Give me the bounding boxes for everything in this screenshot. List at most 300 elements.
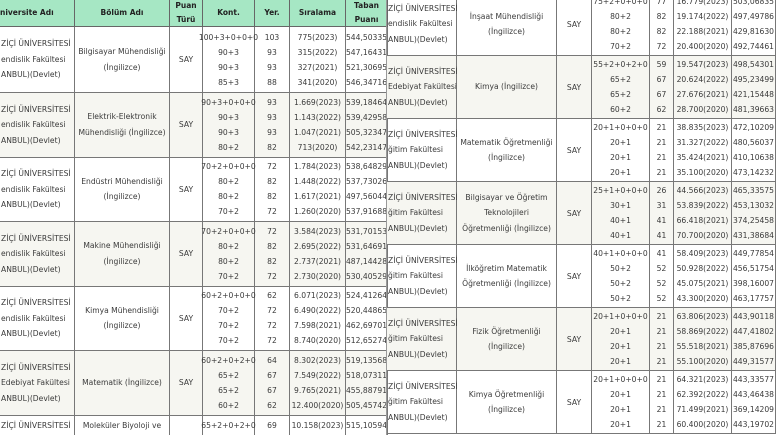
university-cell-line: ZİÇİ ÜNİVERSİTESİ bbox=[1, 104, 71, 114]
placed-cell-line: 72 bbox=[267, 226, 277, 236]
placed-cell-line: 82 bbox=[656, 12, 667, 21]
table-row[interactable] bbox=[0, 93, 388, 158]
university-cell-line: endislik Fakültesi bbox=[1, 313, 66, 323]
placed-cell-line: 77 bbox=[656, 0, 667, 6]
base-score-cell-line: 421,15448 bbox=[732, 90, 775, 99]
ranking-cell bbox=[674, 308, 732, 370]
placed-cell-line: 52 bbox=[656, 294, 667, 303]
ranking-cell bbox=[290, 351, 346, 415]
placed-cell bbox=[255, 351, 290, 415]
ranking-cell-line: 9.765(2021) bbox=[294, 385, 341, 395]
department-cell: Endüstri Mühendisliği (İngilizce) bbox=[75, 158, 170, 222]
placed-cell-line: 67 bbox=[267, 370, 277, 380]
table-row[interactable] bbox=[0, 222, 388, 287]
ranking-cell-line: 8.740(2020) bbox=[294, 336, 341, 346]
placed-cell-line: 52 bbox=[656, 264, 667, 273]
department-cell: Kimya Öğretmenliği (İngilizce) bbox=[457, 371, 557, 433]
university-cell bbox=[387, 182, 457, 244]
base-score-cell bbox=[732, 119, 776, 181]
ranking-cell bbox=[290, 222, 346, 286]
ranking-cell-line: 55.518(2021) bbox=[676, 342, 729, 351]
base-score-cell-line: 463,17757 bbox=[732, 294, 775, 303]
base-score-cell-line: 465,33575 bbox=[732, 186, 775, 195]
base-score-cell-line: 385,87696 bbox=[732, 342, 775, 351]
quota-cell-line: 70+2+0+0+0 bbox=[201, 226, 256, 236]
base-score-cell-line: 521,30695 bbox=[345, 62, 388, 72]
base-score-cell-line: 537,73026 bbox=[345, 177, 388, 187]
department-cell: Kimya (İngilizce) bbox=[457, 56, 557, 118]
ranking-cell-line: 1.669(2023) bbox=[294, 97, 341, 107]
quota-cell-line: 90+3 bbox=[218, 112, 239, 122]
quota-cell-line: 40+1+0+0+0 bbox=[593, 249, 648, 258]
base-score-cell-line: 539,18464 bbox=[345, 97, 388, 107]
quota-cell bbox=[203, 222, 255, 286]
university-cell-line: ANBUL)(Devlet) bbox=[1, 70, 61, 80]
university-cell-line: ğitim Fakültesi bbox=[388, 397, 443, 407]
ranking-cell-line: 28.700(2020) bbox=[676, 105, 729, 114]
quota-cell-line: 85+3 bbox=[218, 77, 239, 87]
university-cell-line: ANBUL)(Devlet) bbox=[388, 34, 448, 44]
table-row[interactable] bbox=[387, 119, 776, 182]
university-cell-line: endislik Fakültesi bbox=[1, 54, 66, 64]
quota-cell-line: 70+2 bbox=[218, 336, 239, 346]
ranking-cell-line: 7.549(2022) bbox=[294, 370, 341, 380]
quota-cell-line: 80+2 bbox=[218, 142, 239, 152]
ranking-cell-line: 63.806(2023) bbox=[676, 312, 729, 321]
base-score-cell-line: 398,16007 bbox=[732, 279, 775, 288]
column-header[interactable]: Yer. bbox=[255, 0, 290, 26]
base-score-cell-line: 492,74461 bbox=[732, 42, 775, 51]
university-cell-line: ANBUL)(Devlet) bbox=[1, 329, 61, 338]
placed-cell bbox=[255, 287, 290, 351]
placed-cell-line: 82 bbox=[656, 27, 667, 36]
quota-cell-line: 20+1 bbox=[610, 405, 631, 414]
base-score-cell-line: 520,44865 bbox=[345, 306, 388, 316]
base-score-cell-line: 495,23499 bbox=[732, 75, 775, 84]
ranking-cell bbox=[674, 245, 732, 307]
ranking-cell-line: 22.188(2021) bbox=[676, 27, 729, 36]
quota-cell-line: 20+1 bbox=[610, 153, 631, 162]
quota-cell-line: 90+3 bbox=[218, 62, 239, 72]
placed-cell-line: 93 bbox=[267, 112, 277, 122]
placed-cell bbox=[255, 222, 290, 286]
quota-cell bbox=[592, 371, 650, 433]
score-type-cell: SAY bbox=[557, 119, 592, 181]
ranking-cell bbox=[674, 371, 732, 433]
placed-cell-line: 93 bbox=[267, 97, 277, 107]
quota-cell-line: 75+2+0+0+0 bbox=[593, 0, 648, 6]
table-row[interactable] bbox=[387, 245, 776, 308]
university-cell-line: ZİÇİ ÜNİVERSİTESİ bbox=[1, 420, 71, 430]
department-cell: Matematik (İngilizce) bbox=[75, 351, 170, 415]
placed-cell-line: 21 bbox=[656, 342, 667, 351]
quota-cell-line: 20+1 bbox=[610, 357, 631, 366]
quota-cell-line: 55+2+0+2+0 bbox=[593, 60, 648, 69]
ranking-cell-line: 70.700(2020) bbox=[676, 231, 729, 240]
base-score-cell-line: 443,19702 bbox=[732, 420, 775, 429]
column-header[interactable]: Bölüm Adı bbox=[75, 0, 170, 26]
ranking-cell-line: 1.784(2023) bbox=[294, 162, 341, 172]
placed-cell-line: 82 bbox=[267, 142, 277, 152]
university-cell-line: ANBUL)(Devlet) bbox=[388, 412, 448, 422]
quota-cell-line: 50+2 bbox=[610, 294, 631, 303]
base-score-cell bbox=[346, 222, 388, 286]
placed-cell-line: 72 bbox=[267, 306, 277, 316]
ranking-cell bbox=[674, 119, 732, 181]
quota-cell-line: 20+1+0+0+0 bbox=[593, 375, 648, 384]
table-row[interactable] bbox=[387, 56, 776, 119]
placed-cell-line: 82 bbox=[267, 256, 277, 266]
university-cell bbox=[0, 416, 75, 435]
table-row[interactable] bbox=[387, 308, 776, 371]
university-cell-line: ZİÇİ ÜNİVERSİTESİ bbox=[1, 298, 71, 307]
score-type-cell bbox=[170, 416, 203, 435]
base-score-cell bbox=[732, 56, 776, 118]
department-cell: Elektrik-Elektronik Mühendisliği (İngilizce) bbox=[75, 93, 170, 157]
table-row[interactable] bbox=[0, 27, 388, 93]
placed-cell-line: 21 bbox=[656, 168, 667, 177]
quota-cell-line: 80+2 bbox=[218, 241, 239, 251]
ranking-cell-line: 50.928(2022) bbox=[676, 264, 729, 273]
column-header[interactable]: Taban Puanı bbox=[346, 0, 388, 26]
university-cell-line: ZİÇİ ÜNİVERSİTESİ bbox=[1, 362, 71, 372]
base-score-cell-line: 443,90118 bbox=[732, 312, 775, 321]
university-cell bbox=[0, 158, 75, 222]
placed-cell-line: 72 bbox=[267, 336, 277, 346]
ranking-cell bbox=[290, 416, 346, 435]
ranking-cell bbox=[290, 287, 346, 351]
quota-cell bbox=[592, 182, 650, 244]
university-cell-line: ZİÇİ ÜNİVERSİTESİ bbox=[388, 3, 458, 13]
ranking-cell-line: 2.695(2022) bbox=[294, 241, 341, 251]
base-score-cell-line: 530,40529 bbox=[345, 271, 388, 281]
placed-cell-line: 41 bbox=[656, 249, 667, 258]
column-header[interactable]: Puan Türü bbox=[170, 0, 203, 26]
quota-cell-line: 65+2 bbox=[218, 385, 239, 395]
quota-cell-line: 25+1+0+0+0 bbox=[593, 186, 648, 195]
university-cell-line: ANBUL)(Devlet) bbox=[388, 223, 448, 233]
quota-cell-line: 20+1 bbox=[610, 168, 631, 177]
quota-cell-line: 50+2 bbox=[610, 279, 631, 288]
table-header bbox=[0, 0, 388, 27]
base-score-cell bbox=[732, 308, 776, 370]
score-type-cell: SAY bbox=[170, 27, 203, 92]
placed-cell-line: 72 bbox=[267, 207, 277, 217]
placed-cell-line: 103 bbox=[264, 32, 280, 42]
ranking-cell-line: 16.779(2023) bbox=[676, 0, 729, 6]
quota-cell-line: 80+2 bbox=[218, 177, 239, 187]
placed-cell-line: 21 bbox=[656, 357, 667, 366]
quota-cell bbox=[203, 93, 255, 157]
quota-cell bbox=[203, 287, 255, 351]
university-cell-line: ğitim Fakültesi bbox=[388, 145, 443, 155]
base-score-cell-line: 515,10594 bbox=[345, 420, 388, 430]
ranking-cell-line: 43.300(2020) bbox=[676, 294, 729, 303]
placed-cell-line: 21 bbox=[656, 405, 667, 414]
placed-cell-line: 82 bbox=[267, 241, 277, 251]
placed-cell bbox=[255, 416, 290, 435]
column-header[interactable]: Kont. bbox=[203, 0, 255, 26]
base-score-cell bbox=[346, 27, 388, 92]
department-cell: Bilgisayar Mühendisliği (İngilizce) bbox=[75, 27, 170, 92]
base-score-cell-line: 539,42958 bbox=[345, 112, 388, 122]
placed-cell-line: 93 bbox=[267, 62, 277, 72]
university-cell-line: endislik Fakültesi bbox=[1, 184, 66, 194]
university-cell-line: endislik Fakültesi bbox=[388, 19, 453, 29]
placed-cell bbox=[650, 371, 674, 433]
column-header[interactable]: Sıralama bbox=[290, 0, 346, 26]
university-cell-line: endislik Fakültesi bbox=[1, 120, 66, 129]
placed-cell-line: 21 bbox=[656, 375, 667, 384]
university-cell-line: ZİÇİ ÜNİVERSİTESİ bbox=[388, 66, 458, 76]
university-cell bbox=[0, 351, 75, 415]
base-score-cell-line: 542,23147 bbox=[345, 142, 388, 152]
ranking-cell-line: 35.424(2021) bbox=[676, 153, 729, 162]
placed-cell-line: 41 bbox=[656, 216, 667, 225]
ranking-cell-line: 31.327(2022) bbox=[676, 138, 729, 147]
base-score-cell-line: 505,32347 bbox=[345, 127, 388, 137]
university-cell-line: Edebiyat Fakültesi bbox=[388, 82, 457, 92]
placed-cell bbox=[650, 182, 674, 244]
base-score-cell-line: 518,07311 bbox=[345, 370, 388, 380]
base-score-cell-line: 538,64829 bbox=[345, 162, 388, 172]
ranking-cell-line: 6.071(2023) bbox=[294, 291, 341, 301]
base-score-cell-line: 410,10638 bbox=[732, 153, 775, 162]
quota-cell-line: 65+2+0+2+0 bbox=[201, 420, 256, 430]
ranking-cell-line: 341(2020) bbox=[297, 77, 338, 87]
quota-cell bbox=[592, 119, 650, 181]
university-cell-line: ZİÇİ ÜNİVERSİTESİ bbox=[1, 39, 71, 49]
base-score-cell-line: 449,77854 bbox=[732, 249, 775, 258]
university-cell-line: ZİÇİ ÜNİVERSİTESİ bbox=[1, 169, 71, 178]
quota-cell-line: 90+3 bbox=[218, 127, 239, 137]
ranking-cell-line: 713(2020) bbox=[297, 142, 338, 152]
placed-cell-line: 93 bbox=[267, 47, 277, 57]
placed-cell bbox=[255, 158, 290, 222]
quota-cell-line: 60+2 bbox=[610, 105, 631, 114]
placed-cell-line: 72 bbox=[267, 162, 277, 172]
university-cell-line: ğitim Fakültesi bbox=[388, 271, 443, 281]
quota-cell bbox=[592, 0, 650, 55]
table-row[interactable] bbox=[0, 351, 388, 416]
base-score-cell bbox=[732, 182, 776, 244]
university-cell-line: ZİÇİ ÜNİVERSİTESİ bbox=[388, 318, 458, 328]
placed-cell-line: 82 bbox=[267, 177, 277, 187]
ranking-cell-line: 10.158(2023) bbox=[291, 420, 344, 430]
placed-cell-line: 88 bbox=[267, 77, 277, 87]
ranking-cell-line: 1.448(2022) bbox=[294, 177, 341, 187]
placed-cell-line: 67 bbox=[656, 90, 667, 99]
placed-cell-line: 52 bbox=[656, 279, 667, 288]
base-score-cell-line: 531,64691 bbox=[345, 241, 388, 251]
department-cell: İnşaat Mühendisliği (İngilizce) bbox=[457, 0, 557, 55]
ranking-cell-line: 775(2023) bbox=[297, 32, 338, 42]
placed-cell-line: 69 bbox=[267, 420, 277, 430]
quota-cell-line: 60+2+0+2+0 bbox=[201, 355, 256, 365]
score-type-cell: SAY bbox=[557, 182, 592, 244]
table-row[interactable] bbox=[387, 182, 776, 245]
quota-cell-line: 20+1 bbox=[610, 138, 631, 147]
base-score-cell-line: 546,34716 bbox=[345, 77, 388, 87]
quota-cell-line: 70+2+0+0+0 bbox=[201, 162, 256, 172]
ranking-cell-line: 53.839(2022) bbox=[676, 201, 729, 210]
quota-cell-line: 50+2 bbox=[610, 264, 631, 273]
ranking-cell-line: 64.321(2023) bbox=[676, 375, 729, 384]
ranking-cell-line: 19.174(2022) bbox=[676, 12, 729, 21]
base-score-cell-line: 455,88791 bbox=[345, 385, 388, 395]
base-score-cell-line: 374,25458 bbox=[732, 216, 775, 225]
quota-cell bbox=[592, 308, 650, 370]
quota-cell-line: 60+2+0+0+0 bbox=[201, 291, 256, 301]
ranking-cell-line: 1.143(2022) bbox=[294, 112, 341, 122]
ranking-cell-line: 60.400(2020) bbox=[676, 420, 729, 429]
university-cell-line: ZİÇİ ÜNİVERSİTESİ bbox=[388, 255, 458, 265]
department-cell: Matematik Öğretmenliği (İngilizce) bbox=[457, 119, 557, 181]
placed-cell-line: 62 bbox=[656, 105, 667, 114]
placed-cell bbox=[650, 0, 674, 55]
quota-cell-line: 20+1 bbox=[610, 342, 631, 351]
ranking-cell-line: 58.409(2023) bbox=[676, 249, 729, 258]
score-type-cell: SAY bbox=[557, 0, 592, 55]
score-type-cell: SAY bbox=[557, 245, 592, 307]
university-cell-line: ANBUL)(Devlet) bbox=[1, 135, 61, 145]
ranking-cell-line: 35.100(2020) bbox=[676, 168, 729, 177]
base-score-cell-line: 497,56044 bbox=[345, 192, 388, 202]
quota-cell-line: 40+1 bbox=[610, 231, 631, 240]
base-score-cell-line: 456,51754 bbox=[732, 264, 775, 273]
base-score-cell-line: 512,65274 bbox=[345, 336, 388, 346]
ranking-cell bbox=[674, 56, 732, 118]
university-cell-line: Edebiyat Fakültesi bbox=[1, 378, 70, 387]
score-type-cell: SAY bbox=[557, 56, 592, 118]
score-type-cell: SAY bbox=[170, 158, 203, 222]
quota-cell-line: 20+1+0+0+0 bbox=[593, 312, 648, 321]
base-score-cell bbox=[346, 416, 388, 435]
university-cell-line: endislik Fakültesi bbox=[1, 249, 66, 258]
score-type-cell: SAY bbox=[170, 287, 203, 351]
ranking-cell-line: 58.869(2022) bbox=[676, 327, 729, 336]
department-cell: İlköğretim Matematik Öğretmenliği (İngilizce) bbox=[457, 245, 557, 307]
column-header[interactable]: niversite Adı bbox=[0, 0, 75, 26]
table-row[interactable] bbox=[0, 416, 388, 435]
quota-cell-line: 20+1 bbox=[610, 327, 631, 336]
department-cell: Makine Mühendisliği (İngilizce) bbox=[75, 222, 170, 286]
placed-cell bbox=[650, 119, 674, 181]
placed-cell-line: 21 bbox=[656, 123, 667, 132]
base-score-cell-line: 453,13032 bbox=[732, 201, 775, 210]
quota-cell bbox=[198, 27, 259, 92]
quota-cell-line: 70+2 bbox=[218, 321, 239, 331]
base-score-cell-line: 531,70153 bbox=[345, 226, 388, 236]
quota-cell-line: 20+1 bbox=[610, 420, 631, 429]
base-score-cell-line: 505,45742 bbox=[345, 400, 388, 410]
base-score-cell-line: 449,31577 bbox=[732, 357, 775, 366]
quota-cell-line: 70+2 bbox=[218, 306, 239, 316]
quota-cell-line: 65+2 bbox=[610, 75, 631, 84]
ranking-cell-line: 66.418(2021) bbox=[676, 216, 729, 225]
base-score-cell-line: 443,33577 bbox=[732, 375, 775, 384]
base-score-cell-line: 481,39663 bbox=[732, 105, 775, 114]
ranking-cell-line: 315(2022) bbox=[297, 47, 338, 57]
placed-cell-line: 31 bbox=[656, 201, 667, 210]
base-score-cell-line: 537,91688 bbox=[345, 207, 388, 217]
quota-cell bbox=[592, 56, 650, 118]
base-score-cell-line: 473,14232 bbox=[732, 168, 775, 177]
university-cell-line: ANBUL)(Devlet) bbox=[1, 393, 61, 403]
placed-cell bbox=[255, 93, 290, 157]
base-score-cell-line: 497,49786 bbox=[732, 12, 775, 21]
placed-cell-line: 72 bbox=[267, 271, 277, 281]
university-cell-line: ZİÇİ ÜNİVERSİTESİ bbox=[388, 381, 458, 391]
ranking-cell-line: 62.392(2022) bbox=[676, 390, 729, 399]
base-score-cell bbox=[732, 0, 776, 55]
placed-cell-line: 64 bbox=[267, 355, 277, 365]
ranking-cell-line: 6.490(2022) bbox=[294, 306, 341, 316]
quota-cell bbox=[592, 245, 650, 307]
university-cell bbox=[0, 222, 75, 286]
university-cell-line: ZİÇİ ÜNİVERSİTESİ bbox=[1, 233, 71, 243]
base-score-cell-line: 443,46438 bbox=[732, 390, 775, 399]
university-cell-line: ANBUL)(Devlet) bbox=[1, 264, 61, 274]
score-type-cell: SAY bbox=[170, 351, 203, 415]
score-type-cell: SAY bbox=[557, 371, 592, 433]
table-row[interactable] bbox=[0, 158, 388, 223]
base-score-cell-line: 524,41264 bbox=[345, 291, 388, 301]
university-cell bbox=[0, 27, 75, 92]
base-score-cell bbox=[346, 158, 388, 222]
quota-cell-line: 65+2 bbox=[218, 370, 239, 380]
placed-cell bbox=[255, 27, 290, 92]
base-score-cell-line: 519,13568 bbox=[345, 355, 388, 365]
table-row[interactable] bbox=[387, 371, 776, 434]
ranking-cell-line: 7.598(2021) bbox=[294, 321, 341, 331]
base-score-cell bbox=[732, 245, 776, 307]
university-cell-line: ZİÇİ ÜNİVERSİTESİ bbox=[388, 129, 458, 139]
ranking-cell-line: 55.100(2020) bbox=[676, 357, 729, 366]
ranking-cell-line: 12.400(2020) bbox=[291, 400, 344, 410]
ranking-cell-line: 1.260(2020) bbox=[294, 207, 341, 217]
ranking-cell-line: 327(2021) bbox=[297, 62, 338, 72]
placed-cell-line: 21 bbox=[656, 420, 667, 429]
quota-cell bbox=[203, 416, 255, 435]
quota-cell-line: 80+2 bbox=[610, 27, 631, 36]
placed-cell bbox=[650, 56, 674, 118]
base-score-cell-line: 447,41802 bbox=[732, 327, 775, 336]
ranking-cell-line: 45.075(2021) bbox=[676, 279, 729, 288]
score-type-cell: SAY bbox=[557, 308, 592, 370]
ranking-cell-line: 19.547(2023) bbox=[676, 60, 729, 69]
ranking-cell-line: 20.400(2020) bbox=[676, 42, 729, 51]
quota-cell-line: 90+3+0+0+0 bbox=[201, 97, 256, 107]
placed-cell bbox=[650, 245, 674, 307]
university-cell bbox=[0, 93, 75, 157]
university-cell-line: ANBUL)(Devlet) bbox=[388, 286, 448, 296]
university-cell-line: ğitim Fakültesi bbox=[388, 334, 443, 344]
placed-cell-line: 72 bbox=[656, 42, 667, 51]
university-cell-line: ANBUL)(Devlet) bbox=[1, 200, 61, 209]
quota-cell-line: 65+2 bbox=[610, 90, 631, 99]
quota-cell-line: 100+3+0+0+0 bbox=[198, 32, 259, 42]
placed-cell-line: 62 bbox=[267, 291, 277, 301]
ranking-cell-line: 2.730(2020) bbox=[294, 271, 341, 281]
base-score-cell-line: 480,56037 bbox=[732, 138, 775, 147]
department-cell: Moleküler Biyoloji ve bbox=[75, 416, 170, 435]
quota-cell-line: 70+2 bbox=[218, 207, 239, 217]
base-score-cell bbox=[346, 287, 388, 351]
university-cell bbox=[387, 308, 457, 370]
table-row[interactable] bbox=[387, 0, 776, 56]
table-row[interactable] bbox=[0, 287, 388, 352]
